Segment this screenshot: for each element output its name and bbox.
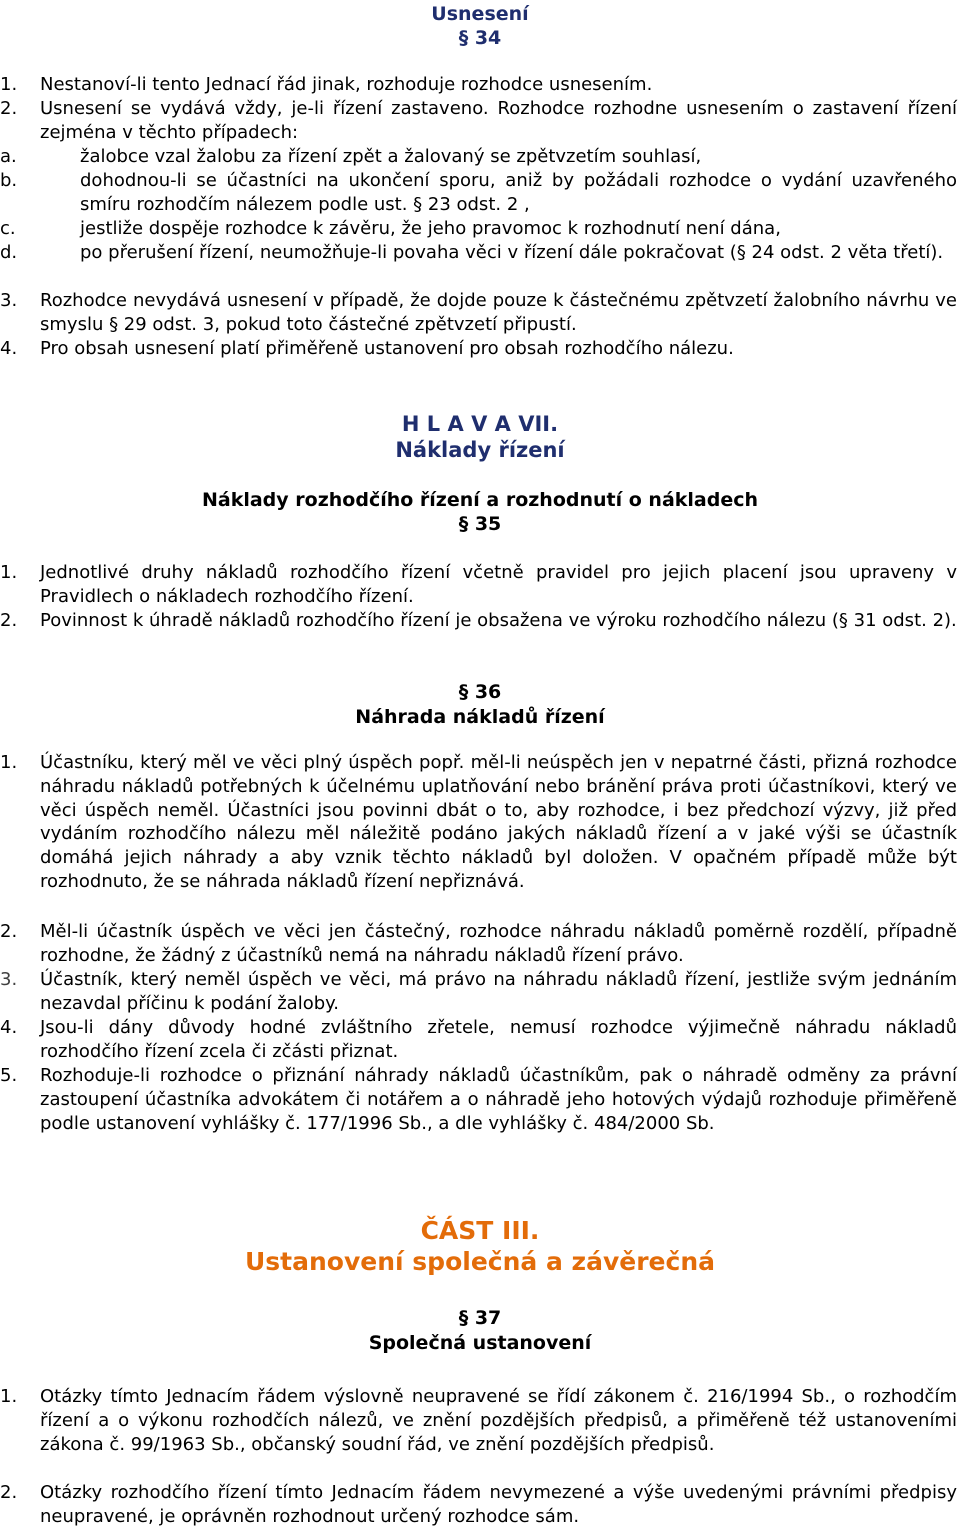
part-3-name: Ustanovení společná a závěrečná	[245, 1247, 715, 1276]
section-36-item-5	[0, 1064, 957, 1135]
item-text: Otázky rozhodčího řízení tímto Jednacím řádem nevymezené a výše uvedenými právními předpisy neupravené, je oprávněn rozhodnout určený rozhodce sám.	[40, 1482, 957, 1527]
item-number: 2.	[0, 921, 18, 942]
section-35-item-1	[0, 561, 957, 609]
subitem-letter: b.	[0, 170, 18, 191]
section-36-item-1	[0, 751, 957, 894]
item-text: Jednotlivé druhy nákladů rozhodčího řízení včetně pravidel pro jejich placení jsou upraveny v Pravidlech o nákladech rozhodčího řízení.	[40, 562, 957, 607]
item-text: Jsou-li dány důvody hodné zvláštního zřetele, nemusí rozhodce výjimečně náhradu nákladů rozhodčího řízení zcela či zčásti přiznat.	[40, 1017, 957, 1062]
item-number: 5.	[0, 1065, 18, 1086]
chapter-7-heading: H L A V A VII.	[401, 412, 559, 436]
item-number: 3.	[0, 290, 18, 311]
subitem-letter: c.	[0, 218, 16, 239]
subitem-letter: d.	[0, 242, 18, 263]
item-text: Účastníku, který měl ve věci plný úspěch popř. měl-li neúspěch jen v nepatrné části, přizná rozhodce náhradu nákladů potřebných k účelnému uplatňování nebo bránění práva proti účastníkovi, který ve věci úspěch neměl. Účastníci jsou povinni dbát o to, aby rozhodce, i bez předchozí výzvy, již před vydáním rozhodčího nálezu měl náležitě podáno jakých nákladů řízení a v jaké výši se účastník domáhá jejich náhrady a aby vznik těchto nákladů byl doložen. V opačném případě může být rozhodnuto, že se náhrada nákladů řízení nepřiznává.	[40, 752, 957, 892]
section-34-item-3	[0, 289, 957, 337]
section-36-sign: § 36	[458, 681, 502, 703]
item-text: Otázky tímto Jednacím řádem výslovně neupravené se řídí zákonem č. 216/1994 Sb., o rozhodčím řízení a o výkonu rozhodčích nálezů, ve znění pozdějších předpisů, a přiměřeně též ustanoveními zákona č. 99/1963 Sb., občanský soudní řád, ve znění pozdějších předpisů.	[40, 1386, 957, 1455]
section-37-item-2	[0, 1481, 957, 1529]
section-35-title: Náklady rozhodčího řízení a rozhodnutí o nákladech	[201, 489, 759, 511]
item-number: 1.	[0, 752, 18, 773]
section-36-item-4	[0, 1016, 957, 1064]
item-number: 1.	[0, 74, 18, 95]
item-number: 1.	[0, 562, 18, 583]
section-35-item-2	[0, 609, 957, 633]
section-34-subitem-d	[0, 241, 957, 265]
chapter-7-name: Náklady řízení	[395, 438, 565, 462]
item-number: 2.	[0, 1482, 18, 1503]
section-37-title: Společná ustanovení	[368, 1332, 592, 1354]
section-35-sign: § 35	[458, 513, 502, 535]
item-text: Rozhodce nevydává usnesení v případě, že dojde pouze k částečnému zpětvzetí žalobního návrhu ve smyslu § 29 odst. 3, pokud toto částečné zpětvzetí připustí.	[40, 290, 957, 335]
item-number: 2.	[0, 610, 18, 631]
subitem-text: jestliže dospěje rozhodce k závěru, že jeho pravomoc k rozhodnutí není dána,	[80, 218, 781, 239]
item-number: 3.	[0, 969, 18, 990]
item-text: Rozhoduje-li rozhodce o přiznání náhrady nákladů účastníkům, pak o náhradě odměny za právní zastoupení účastníka advokátem či notářem a o náhradě jeho hotových výdajů rozhoduje přiměřeně podle ustanovení vyhlášky č. 177/1996 Sb., a dle vyhlášky č. 484/2000 Sb.	[40, 1065, 957, 1134]
section-34-sign: § 34	[458, 27, 502, 49]
item-number: 1.	[0, 1386, 18, 1407]
item-number: 4.	[0, 338, 18, 359]
part-3-heading: ČÁST III.	[420, 1216, 540, 1245]
subitem-letter: a.	[0, 146, 17, 167]
subitem-text: dohodnou-li se účastníci na ukončení sporu, aniž by požádali rozhodce o vydání uzavřeného smíru rozhodčím nálezem podle ust. § 23 odst. 2 ,	[80, 170, 957, 215]
section-34-subitem-a	[0, 145, 957, 169]
section-34-subitem-b	[0, 169, 957, 217]
section-37-sign: § 37	[458, 1307, 502, 1329]
item-text: Měl-li účastník úspěch ve věci jen částečný, rozhodce náhradu nákladů poměrně rozdělí, případně rozhodne, že žádný z účastníků nemá na náhradu nákladů řízení právo.	[40, 921, 957, 966]
subitem-text: žalobce vzal žalobu za řízení zpět a žalovaný se zpětvzetím souhlasí,	[80, 146, 702, 167]
section-34-title: Usnesení	[431, 3, 529, 25]
item-text: Nestanoví-li tento Jednací řád jinak, rozhoduje rozhodce usnesením.	[40, 74, 653, 95]
item-text: Účastník, který neměl úspěch ve věci, má právo na náhradu nákladů řízení, jestliže svým jednáním nezavdal příčinu k podání žaloby.	[40, 969, 957, 1014]
section-34-item-4	[0, 337, 957, 361]
subitem-text: po přerušení řízení, neumožňuje-li povaha věci v řízení dále pokračovat (§ 24 odst. 2 věta třetí).	[80, 242, 944, 263]
item-text: Usnesení se vydává vždy, je-li řízení zastaveno. Rozhodce rozhodne usnesením o zastavení řízení zejména v těchto případech:	[40, 98, 957, 143]
item-text: Pro obsah usnesení platí přiměřeně ustanovení pro obsah rozhodčího nálezu.	[40, 338, 734, 359]
section-34-subitem-c	[0, 217, 957, 241]
section-34-item-2	[0, 97, 957, 145]
item-number: 2.	[0, 98, 18, 119]
section-37-item-1	[0, 1385, 957, 1456]
section-36-item-2	[0, 920, 957, 968]
section-34-item-1	[0, 73, 957, 97]
item-number: 4.	[0, 1017, 18, 1038]
section-36-item-3	[0, 968, 957, 1016]
section-36-title: Náhrada nákladů řízení	[355, 706, 605, 728]
item-text: Povinnost k úhradě nákladů rozhodčího řízení je obsažena ve výroku rozhodčího nálezu (§ 31 odst. 2).	[40, 610, 957, 631]
